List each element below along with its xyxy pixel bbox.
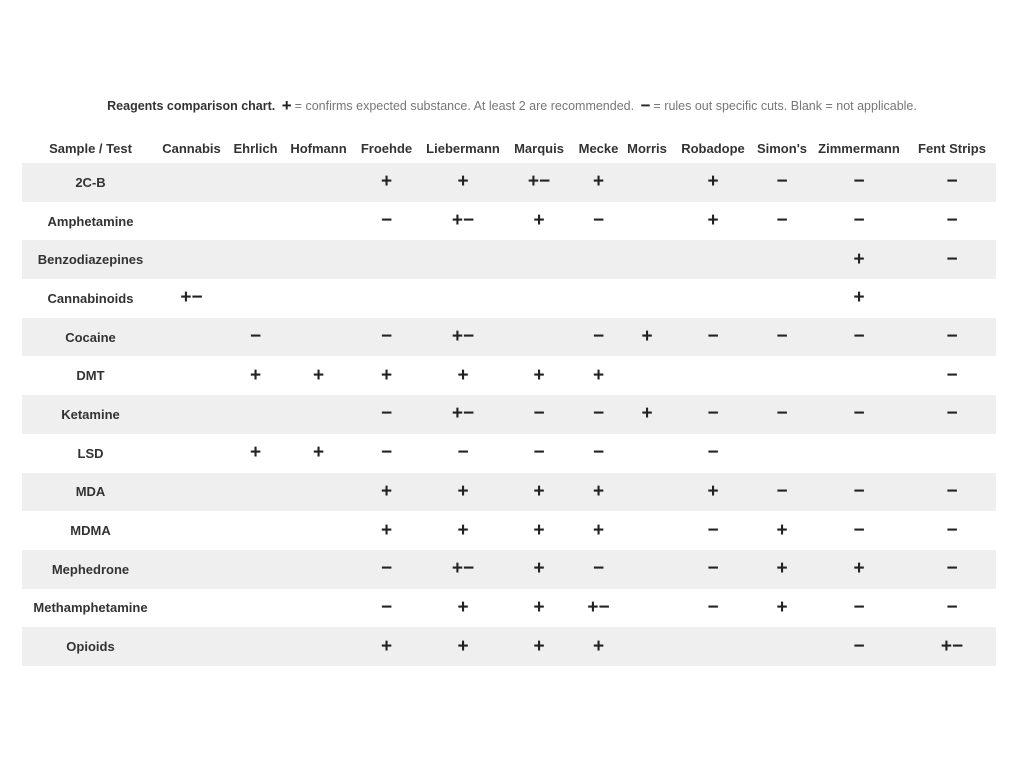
sample-name: Opioids <box>22 627 159 666</box>
sample-name: MDMA <box>70 523 111 539</box>
result-cell <box>287 318 350 357</box>
result-cell: + <box>672 163 754 202</box>
result-cell: − <box>350 395 423 434</box>
sample-name: MDA <box>22 473 159 512</box>
result-cell <box>287 550 350 589</box>
result-cell: +− <box>423 395 503 434</box>
result-cell: − <box>575 550 622 589</box>
result-cell <box>622 240 672 279</box>
result-cell <box>754 356 810 395</box>
result-cell <box>503 240 575 279</box>
result-cell: − <box>908 240 996 279</box>
column-header: Ehrlich <box>233 140 278 156</box>
result-cell: + <box>853 287 865 309</box>
result-cell: − <box>754 395 810 434</box>
result-cell <box>224 550 287 589</box>
result-cell: +− <box>451 210 475 232</box>
result-cell <box>908 434 996 473</box>
result-cell <box>287 279 350 318</box>
result-cell: − <box>810 627 908 666</box>
result-cell: − <box>908 163 996 202</box>
result-cell: + <box>810 240 908 279</box>
result-cell: − <box>946 364 958 386</box>
result-cell: + <box>533 210 545 232</box>
sample-name: Benzodiazepines <box>22 240 159 279</box>
table-row <box>22 627 996 666</box>
result-cell: + <box>592 519 605 541</box>
result-cell: + <box>533 519 545 541</box>
result-cell <box>287 511 350 550</box>
column-header: Morris <box>627 140 667 156</box>
result-cell: − <box>533 442 545 464</box>
result-cell: − <box>908 473 996 512</box>
corner-header: Sample / Test <box>49 140 132 156</box>
result-cell <box>287 202 350 241</box>
table-row <box>22 279 996 318</box>
result-cell: + <box>575 163 622 202</box>
result-cell <box>575 279 622 318</box>
result-cell: − <box>380 596 393 618</box>
column-header: Robadope <box>681 140 745 156</box>
result-cell <box>224 589 287 628</box>
result-cell <box>159 163 224 202</box>
minus-symbol: − <box>640 96 651 115</box>
result-cell <box>350 279 423 318</box>
result-cell: − <box>908 395 996 434</box>
result-cell <box>622 627 672 666</box>
result-cell: − <box>575 318 622 357</box>
result-cell: + <box>423 163 503 202</box>
result-cell: + <box>575 627 622 666</box>
result-cell: − <box>754 318 810 357</box>
result-cell: − <box>672 550 754 589</box>
table-row <box>22 395 996 434</box>
result-cell: +− <box>423 550 503 589</box>
column-header: Zimmermann <box>818 140 900 156</box>
result-cell <box>423 240 503 279</box>
result-cell <box>224 279 287 318</box>
result-cell: + <box>457 364 469 386</box>
column-header: Simon's <box>756 140 808 156</box>
column-header: Froehde <box>360 140 413 156</box>
column-header: Liebermann <box>426 140 500 156</box>
column-header: Fent Strips <box>918 140 986 156</box>
column-header: Mecke <box>578 140 619 156</box>
result-cell <box>287 473 350 512</box>
result-cell: + <box>672 473 754 512</box>
result-cell <box>622 356 672 395</box>
result-cell: − <box>810 163 908 202</box>
result-cell: − <box>810 473 908 512</box>
sample-name: DMT <box>76 368 105 384</box>
result-cell: − <box>810 318 908 357</box>
result-cell: + <box>810 550 908 589</box>
sample-name: Ketamine <box>22 395 159 434</box>
result-cell: +− <box>180 287 203 309</box>
result-cell <box>622 589 672 628</box>
result-cell: − <box>672 318 754 357</box>
result-cell: − <box>592 442 605 464</box>
table-row <box>22 550 996 589</box>
result-cell <box>159 240 224 279</box>
result-cell <box>287 589 350 628</box>
header-row <box>22 133 996 163</box>
result-cell <box>159 589 224 628</box>
result-cell: − <box>503 395 575 434</box>
result-cell <box>224 202 287 241</box>
result-cell <box>908 279 996 318</box>
table-row <box>22 163 996 202</box>
result-cell <box>503 279 575 318</box>
result-cell <box>350 240 423 279</box>
result-cell <box>622 473 672 512</box>
minus-legend-text: = rules out specific cuts. Blank = not applicable. <box>653 99 917 113</box>
result-cell <box>754 434 810 473</box>
result-cell <box>287 627 350 666</box>
result-cell: − <box>754 163 810 202</box>
result-cell: + <box>707 210 719 232</box>
result-cell: + <box>592 364 605 386</box>
table-row <box>22 589 996 628</box>
result-cell <box>224 163 287 202</box>
result-cell <box>159 627 224 666</box>
result-cell: − <box>224 318 287 357</box>
result-cell: +− <box>423 318 503 357</box>
result-cell: − <box>853 210 865 232</box>
result-cell: + <box>312 442 325 464</box>
result-cell: − <box>350 550 423 589</box>
result-cell <box>622 163 672 202</box>
result-cell <box>159 511 224 550</box>
result-cell: + <box>423 473 503 512</box>
result-cell: + <box>776 596 788 618</box>
result-cell: − <box>754 473 810 512</box>
table-row <box>22 434 996 473</box>
result-cell <box>622 279 672 318</box>
table-row <box>22 356 996 395</box>
plus-legend-text: = confirms expected substance. At least 2 are recommended. <box>294 99 635 113</box>
result-cell <box>159 434 224 473</box>
result-cell: + <box>312 364 325 386</box>
sample-name: 2C-B <box>22 163 159 202</box>
result-cell <box>622 434 672 473</box>
result-cell: + <box>249 364 262 386</box>
result-cell <box>287 163 350 202</box>
result-cell: + <box>533 596 545 618</box>
result-cell: − <box>575 395 622 434</box>
table-row <box>22 202 996 241</box>
result-cell <box>224 473 287 512</box>
result-cell: + <box>350 163 423 202</box>
result-cell <box>287 395 350 434</box>
result-cell: − <box>457 442 469 464</box>
sample-name: Cannabinoids <box>47 290 134 306</box>
result-cell: + <box>776 519 788 541</box>
table-row <box>22 240 996 279</box>
sample-name: Amphetamine <box>47 213 134 229</box>
result-cell: − <box>672 395 754 434</box>
result-cell <box>622 202 672 241</box>
result-cell: +− <box>503 163 575 202</box>
result-cell <box>159 473 224 512</box>
column-header: Marquis <box>514 140 564 156</box>
result-cell: + <box>622 318 672 357</box>
result-cell <box>159 318 224 357</box>
table-row <box>22 318 996 357</box>
column-header: Cannabis <box>162 140 221 156</box>
result-cell: + <box>350 473 423 512</box>
result-cell: − <box>776 210 788 232</box>
result-cell <box>159 202 224 241</box>
result-cell: − <box>592 210 605 232</box>
result-cell <box>672 240 754 279</box>
result-cell: − <box>946 596 958 618</box>
result-cell <box>622 550 672 589</box>
result-cell <box>224 395 287 434</box>
result-cell: − <box>350 318 423 357</box>
result-cell <box>159 550 224 589</box>
result-cell <box>575 240 622 279</box>
result-cell: − <box>707 442 719 464</box>
result-cell <box>503 318 575 357</box>
result-cell <box>287 240 350 279</box>
result-cell: + <box>380 519 393 541</box>
result-cell: − <box>946 519 958 541</box>
result-cell: + <box>503 473 575 512</box>
result-cell: + <box>575 473 622 512</box>
column-header: Hofmann <box>290 140 347 156</box>
result-cell <box>224 627 287 666</box>
result-cell <box>754 627 810 666</box>
result-cell: + <box>754 550 810 589</box>
table-row <box>22 511 996 550</box>
result-cell <box>224 240 287 279</box>
sample-name: Methamphetamine <box>33 600 148 616</box>
result-cell <box>754 279 810 318</box>
result-cell: − <box>946 210 958 232</box>
sample-name: Mephedrone <box>22 550 159 589</box>
result-cell: − <box>908 318 996 357</box>
result-cell: − <box>810 395 908 434</box>
result-cell: + <box>457 519 469 541</box>
result-cell: + <box>423 627 503 666</box>
chart-title: Reagents comparison chart. <box>107 99 276 113</box>
result-cell <box>754 240 810 279</box>
result-cell <box>672 356 754 395</box>
result-cell <box>810 356 908 395</box>
result-cell: + <box>457 596 469 618</box>
result-cell <box>810 434 908 473</box>
result-cell: − <box>853 596 865 618</box>
result-cell: + <box>622 395 672 434</box>
chart-legend <box>0 96 1024 116</box>
result-cell: − <box>853 519 865 541</box>
sample-name: Cocaine <box>22 318 159 357</box>
result-cell: + <box>503 550 575 589</box>
result-cell: − <box>908 550 996 589</box>
result-cell <box>622 511 672 550</box>
plus-symbol: + <box>281 96 292 115</box>
result-cell <box>159 395 224 434</box>
result-cell: +− <box>908 627 996 666</box>
table-row <box>22 473 996 512</box>
result-cell: − <box>380 210 393 232</box>
result-cell: − <box>707 596 719 618</box>
result-cell <box>224 511 287 550</box>
result-cell: − <box>707 519 719 541</box>
result-cell: + <box>533 364 545 386</box>
sample-name: LSD <box>77 445 104 461</box>
result-cell <box>423 279 503 318</box>
result-cell: + <box>503 627 575 666</box>
result-cell <box>672 279 754 318</box>
result-cell: + <box>350 627 423 666</box>
result-cell: + <box>380 364 393 386</box>
result-cell: +− <box>587 596 610 618</box>
reagent-comparison-table <box>22 133 996 666</box>
result-cell <box>159 356 224 395</box>
result-cell: − <box>380 442 393 464</box>
result-cell: + <box>249 442 262 464</box>
result-cell <box>672 627 754 666</box>
